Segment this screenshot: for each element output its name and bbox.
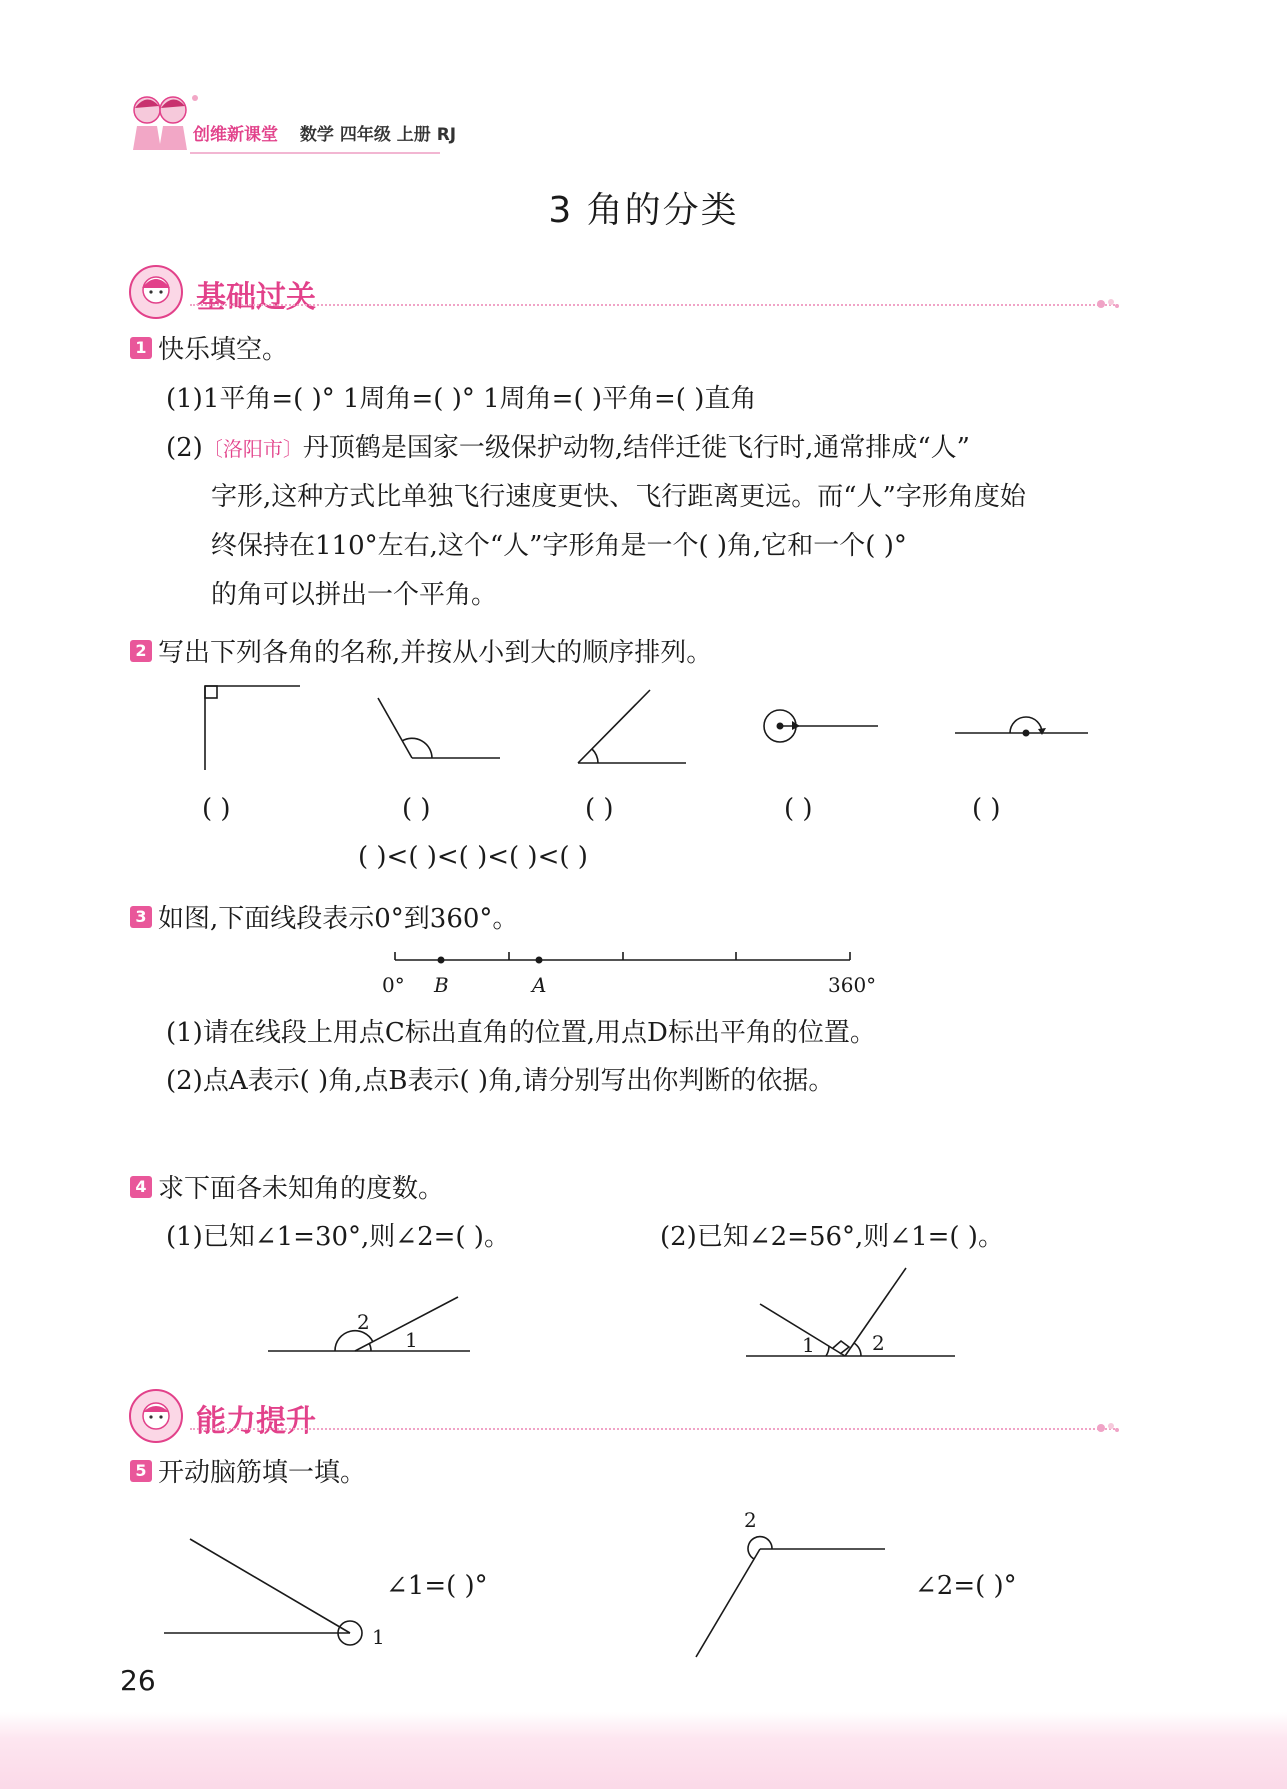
q2-blank-2[interactable]: ( ) (402, 794, 431, 824)
q2-acute-angle (578, 690, 686, 763)
q4-prompt-text: 求下面各未知角的度数。 (158, 1174, 445, 1204)
q5-badge: 5 (130, 1460, 152, 1482)
q3-prompt (130, 902, 518, 936)
q1-part2-line1: 丹顶鹤是国家一级保护动物,结伴迁徙飞行时,通常排成“人” (302, 433, 970, 463)
q2-blank-1[interactable]: ( ) (202, 794, 231, 824)
q2-prompt-text: 写出下列各角的名称,并按从小到大的顺序排列。 (158, 638, 713, 668)
q3-scale-figure (370, 944, 890, 1004)
q3-label-b: B (434, 973, 449, 997)
q4-fig2-label-2: 2 (872, 1331, 885, 1355)
q1-part1: (1)1平角=( )° 1周角=( )° 1周角=( )平角=( )直角 (166, 384, 757, 414)
q5-figure-1 (150, 1525, 400, 1655)
section-title-basic: 基础过关 (196, 280, 316, 315)
q2-right-angle (205, 686, 300, 770)
q3-badge: 3 (130, 906, 152, 928)
q5-angle1[interactable]: ∠1=( )° (386, 1571, 488, 1601)
q3-part2: (2)点A表示( )角,点B表示( )角,请分别写出你判断的依据。 (166, 1066, 835, 1096)
dots-decoration-icon (1096, 1421, 1120, 1435)
q1-part2-line4: 的角可以拼出一个平角。 (211, 580, 498, 610)
q4-figure-2 (740, 1262, 960, 1362)
q1-part2-tag: 〔洛阳市〕 (202, 437, 303, 461)
q4-fig1-label-2: 2 (357, 1310, 370, 1334)
q2-blank-4[interactable]: ( ) (784, 794, 813, 824)
footer-band (0, 1712, 1287, 1789)
dots-decoration-icon (1096, 297, 1120, 311)
q3-scale-start: 0° (382, 973, 405, 997)
q4-fig2-label-1: 1 (802, 1333, 815, 1357)
q1-prompt-text: 快乐填空。 (158, 335, 289, 365)
q4-prompt (130, 1172, 444, 1206)
q2-prompt (130, 636, 712, 670)
section-rule (190, 304, 1118, 306)
header-text (193, 120, 456, 145)
q5-prompt (130, 1456, 366, 1490)
q3-part1: (1)请在线段上用点C标出直角的位置,用点D标出平角的位置。 (166, 1018, 876, 1048)
header-edition: RJ (436, 125, 457, 145)
q2-obtuse-angle (378, 698, 500, 758)
q1-prompt (130, 333, 288, 367)
q5-prompt-text: 开动脑筋填一填。 (158, 1458, 367, 1488)
q5-fig2-label: 2 (744, 1508, 757, 1532)
q5-angle2[interactable]: ∠2=( )° (915, 1571, 1017, 1601)
lesson-title: 3 角的分类 (548, 190, 739, 231)
q1-badge: 1 (130, 337, 152, 359)
q2-full-angle (764, 710, 878, 742)
q2-straight-angle (955, 717, 1088, 737)
q1-part2-line2: 字形,这种方式比单独飞行速度更快、飞行距离更远。而“人”字形角度始 (211, 482, 1026, 512)
header-underline (190, 152, 440, 154)
q4-part1: (1)已知∠1=30°,则∠2=( )。 (166, 1222, 510, 1252)
q2-blank-5[interactable]: ( ) (972, 794, 1001, 824)
q4-fig1-label-1: 1 (405, 1328, 418, 1352)
q2-angles-figure (180, 670, 1120, 780)
q4-figure-1 (260, 1285, 480, 1355)
section-rule (190, 1428, 1118, 1430)
q5-fig1-label: 1 (372, 1625, 385, 1649)
header-volume: 上册 (396, 125, 431, 145)
q3-point-b (438, 957, 445, 964)
q1-part2-label: (2) (166, 433, 203, 463)
q3-scale-end: 360° (828, 973, 877, 997)
q3-point-a (536, 957, 543, 964)
q4-badge: 4 (130, 1176, 152, 1198)
boy-avatar-icon (128, 1388, 184, 1444)
q5-figure-2 (680, 1505, 900, 1665)
section-banner-advanced (128, 1388, 1128, 1448)
header-subject: 数学 (299, 125, 334, 145)
q4-part2: (2)已知∠2=56°,则∠1=( )。 (660, 1222, 1004, 1252)
q1-part2-line3: 终保持在110°左右,这个“人”字形角是一个( )角,它和一个( )° (211, 531, 907, 561)
page-number: 26 (120, 1664, 156, 1697)
q2-badge: 2 (130, 640, 152, 662)
girl-avatar-icon (128, 264, 184, 320)
header-brand: 创维新课堂 (193, 125, 278, 145)
q1-part2-first (166, 431, 970, 466)
q2-order-line[interactable]: ( )<( )<( )<( )<( ) (358, 842, 588, 872)
q2-blank-3[interactable]: ( ) (585, 794, 614, 824)
q3-label-a: A (532, 973, 547, 997)
section-banner-basic (128, 264, 1128, 324)
header-grade: 四年级 (339, 125, 391, 145)
q3-prompt-text: 如图,下面线段表示0°到360°。 (158, 904, 519, 934)
section-title-advanced: 能力提升 (196, 1404, 316, 1439)
